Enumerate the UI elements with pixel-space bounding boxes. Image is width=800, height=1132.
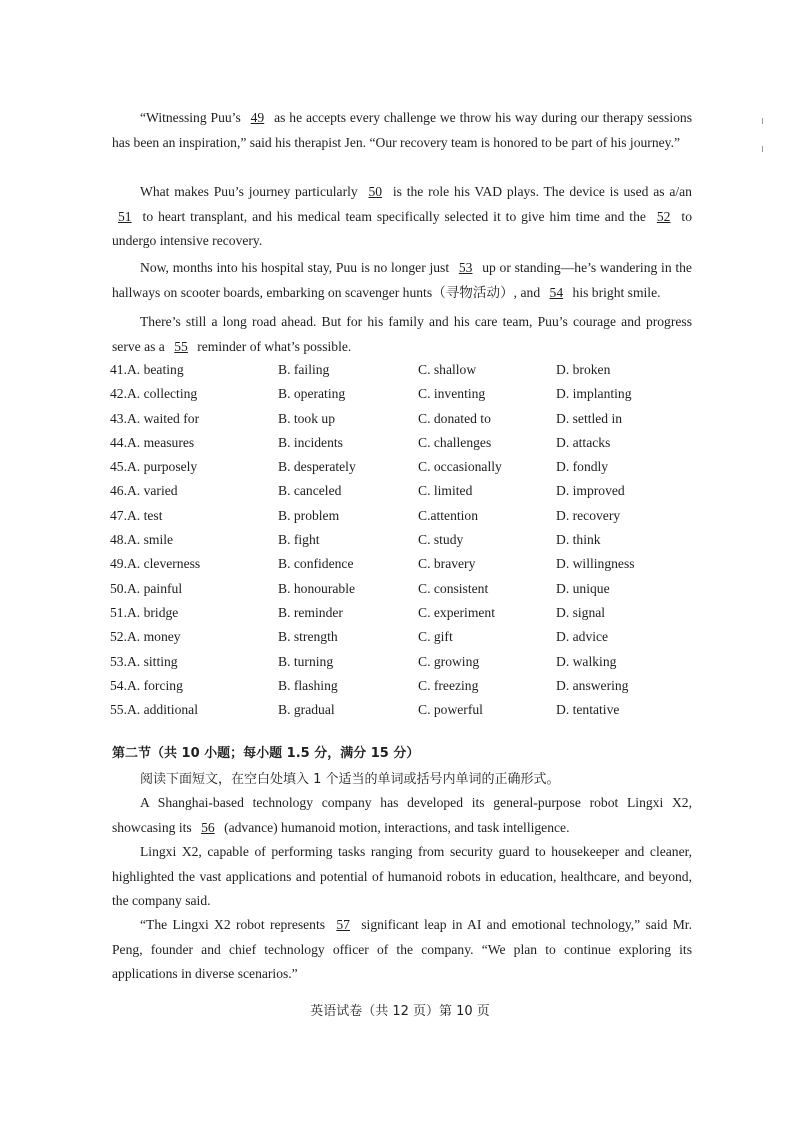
scan-mark bbox=[762, 118, 763, 124]
option-row: 50.A. painful B. honourable C. consistent D. unique bbox=[110, 580, 610, 596]
blank-54: 54 bbox=[549, 284, 564, 300]
section-2-paragraph-1: A Shanghai-based technology company has developed its general-purpose robot Lingxi X2, showcasing its 56 (advance) humanoid motion, interactions, and task intelligence. bbox=[112, 795, 692, 835]
option-row: 46.A. varied B. canceled C. limited D. improved bbox=[110, 483, 625, 499]
blank-55: 55 bbox=[174, 338, 188, 354]
blank-52: 52 bbox=[656, 208, 671, 224]
option-row: 53.A. sitting B. turning C. growing D. walking bbox=[110, 653, 617, 669]
passage-paragraph-2: What makes Puu’s journey particularly 50 is the role his VAD plays. The device is used as a/an 51 to heart transplant, and his medical team specifically selected it to give him time and the 52 to undergo intensive recovery. bbox=[112, 184, 692, 249]
section-2-title: 第二节（共 10 小题；每小题 1.5 分，满分 15 分） bbox=[112, 746, 420, 761]
option-row: 55.A. additional B. gradual C. powerful D. tentative bbox=[110, 702, 620, 718]
option-row: 48.A. smile B. fight C. study D. think bbox=[110, 532, 601, 548]
section-2-paragraph-3: “The Lingxi X2 robot represents 57 significant leap in AI and emotional technology,” said Mr. Peng, founder and chief technology officer of the company. “We plan to continue exploring its applications in diverse scenarios.” bbox=[112, 917, 692, 982]
blank-49: 49 bbox=[250, 110, 265, 125]
blank-56: 56 bbox=[201, 819, 215, 835]
passage-paragraph-3: Now, months into his hospital stay, Puu is no longer just 53 up or standing—he’s wandering in the hallways on scooter boards, embarking on scavenger hunts（寻物活动）, and 54 his bright smile. bbox=[112, 260, 692, 300]
option-row: 44.A. measures B. incidents C. challenges D. attacks bbox=[110, 434, 611, 450]
option-row: 49.A. cleverness B. confidence C. bravery D. willingness bbox=[110, 556, 635, 572]
option-row: 51.A. bridge B. reminder C. experiment D. signal bbox=[110, 604, 606, 620]
blank-51: 51 bbox=[118, 208, 132, 224]
blank-57: 57 bbox=[336, 917, 350, 932]
option-row: 52.A. money B. strength C. gift D. advice bbox=[110, 629, 609, 645]
option-row: 47.A. test B. problem C.attention D. recovery bbox=[110, 507, 621, 523]
section-2-instruction: 阅读下面短文，在空白处填入 1 个适当的单词或括号内单词的正确形式。 bbox=[140, 772, 560, 787]
page-footer: 英语试卷（共 12 页）第 10 页 bbox=[310, 1004, 490, 1019]
option-row: 42.A. collecting B. operating C. inventing D. implanting bbox=[110, 386, 632, 402]
passage-paragraph-1: “Witnessing Puu’s 49 as he accepts every challenge we throw his way during our therapy sessions has been an inspiration,” said his therapist Jen. “Our recovery team is honored to be part of his journey.” bbox=[112, 110, 692, 150]
option-row: 45.A. purposely B. desperately C. occasionally D. fondly bbox=[110, 459, 609, 475]
option-row: 54.A. forcing B. flashing C. freezing D. answering bbox=[110, 677, 629, 693]
passage-paragraph-4: There’s still a long road ahead. But for his family and his care team, Puu’s courage and progress serve as a 55 reminder of what’s possible. bbox=[112, 314, 692, 354]
option-row: 43.A. waited for B. took up C. donated to D. settled in bbox=[110, 410, 623, 426]
section-2-paragraph-2: Lingxi X2, capable of performing tasks ranging from security guard to housekeeper and cleaner, highlighted the vast applications and potential of humanoid robots in education, healthcare, and beyond, the company said. bbox=[112, 844, 692, 909]
scan-mark bbox=[762, 146, 763, 152]
blank-53: 53 bbox=[458, 260, 473, 275]
blank-50: 50 bbox=[368, 184, 383, 199]
options-list bbox=[110, 360, 670, 724]
option-row: 41.A. beating B. failing C. shallow D. broken bbox=[110, 362, 611, 377]
